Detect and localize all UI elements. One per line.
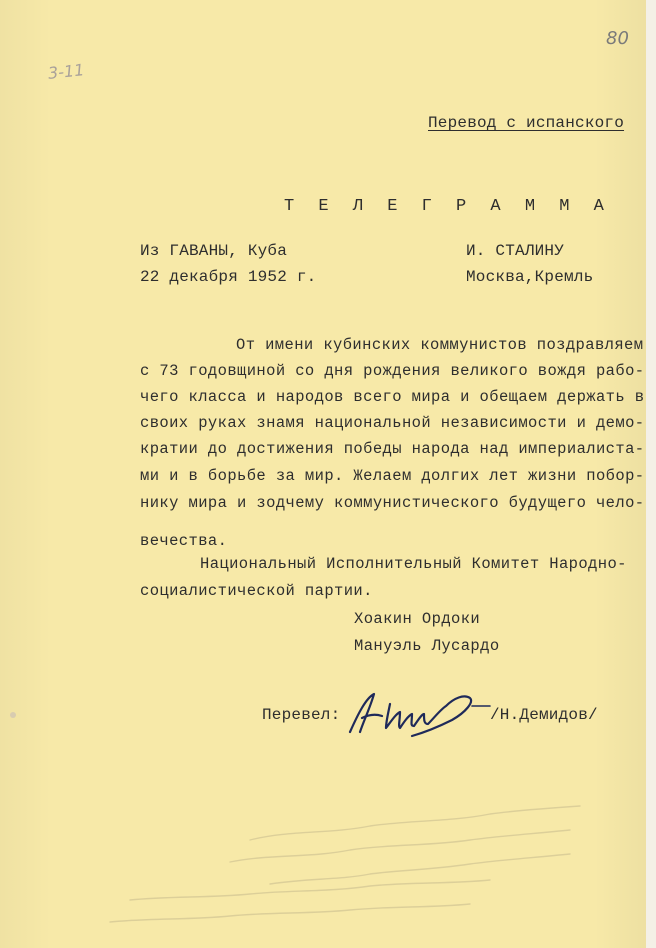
translator-name: /Н.Демидов/ — [490, 706, 598, 724]
body-line: своих руках знамя национальной независимости и демо- — [140, 414, 645, 432]
body-line: кратии до достижения победы народа над империалиста- — [140, 440, 645, 458]
punch-hole — [10, 712, 16, 718]
body-line: чего класса и народов всего мира и обещаем держать в — [140, 388, 645, 406]
page-number: 80 — [606, 28, 629, 49]
sender-date: 22 декабря 1952 г. — [140, 268, 317, 286]
body-line: От имени кубинских коммунистов поздравляем — [236, 336, 644, 354]
document-title: Т Е Л Е Г Р А М М А — [284, 197, 611, 216]
signatory-name: Мануэль Лусардо — [354, 637, 500, 655]
signatory-name: Хоакин Ордоки — [354, 610, 481, 628]
body-line: с 73 годовщиной со дня рождения великого вождя рабо- — [140, 362, 645, 380]
body-line: нику мира и зодчему коммунистического будущего чело- — [140, 494, 645, 512]
body-line: ми и в борьбе за мир. Желаем долгих лет жизни побор- — [140, 467, 645, 485]
handwritten-signature — [340, 684, 500, 744]
sender-place: Из ГАВАНЫ, Куба — [140, 242, 288, 260]
page-edge — [646, 0, 656, 948]
archive-pencil-mark: 3-11 — [47, 60, 86, 83]
recipient-name: И. СТАЛИНУ — [466, 242, 565, 260]
faint-archive-notes — [70, 800, 590, 930]
committee-line: Национальный Исполнительный Комитет Народно- — [200, 555, 627, 573]
body-line: вечества. — [140, 532, 228, 550]
translator-label: Перевел: — [262, 706, 341, 724]
committee-line: социалистической партии. — [140, 582, 373, 600]
recipient-address: Москва,Кремль — [466, 268, 594, 286]
translation-note: Перевод с испанского — [428, 114, 625, 132]
